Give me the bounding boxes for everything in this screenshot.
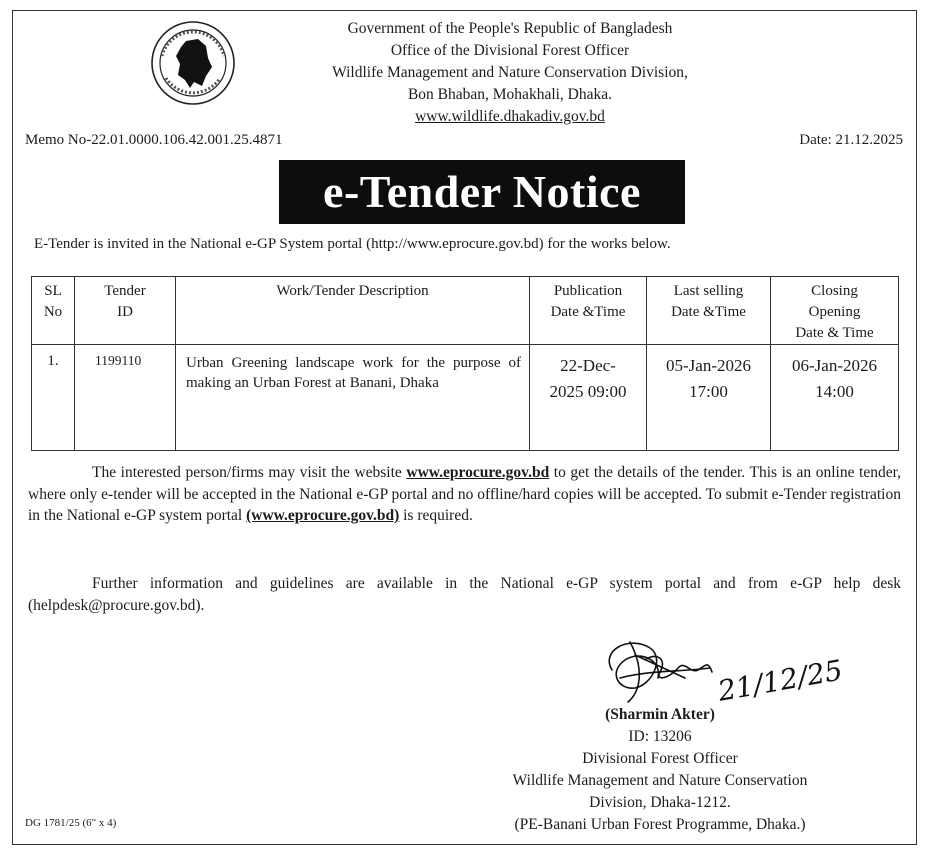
footer-code: DG 1781/25 (6" x 4): [25, 817, 117, 829]
signatory-designation: Divisional Forest Officer: [582, 750, 738, 767]
header-close-line1: Closing: [811, 283, 858, 299]
signatory-block: [470, 704, 850, 836]
memo-number: Memo No-22.01.0000.106.42.001.25.4871: [25, 132, 283, 148]
header-pub-line2: Date &Time: [550, 304, 626, 320]
notice-date: Date: 21.12.2025: [799, 132, 903, 148]
table-header-row: [32, 277, 899, 345]
header-last-line2: Date &Time: [671, 304, 746, 320]
header-last-selling: [647, 277, 771, 345]
last-time: 17:00: [689, 382, 728, 401]
header-website-link[interactable]: www.wildlife.dhakadiv.gov.bd: [415, 108, 605, 125]
signatory-name: (Sharmin Akter): [605, 706, 715, 723]
header-close-line2: Opening: [808, 304, 861, 320]
header-pub-line1: Publication: [553, 283, 623, 299]
cell-description: Urban Greening landscape work for the purpose of making an Urban Forest at Banani, Dhaka: [176, 345, 530, 451]
header-sl-line1: SL: [44, 283, 62, 299]
cell-publication: [530, 345, 647, 451]
guidelines-paragraph: [28, 573, 901, 616]
para2-text: Further information and guidelines are available in the National e-GP system portal and from e-GP help desk (helpdesk@procure.gov.bd).: [28, 575, 901, 614]
eprocure-link[interactable]: www.eprocure.gov.bd: [406, 464, 550, 481]
cell-closing: [771, 345, 899, 451]
pub-date: 22-Dec-: [560, 356, 616, 375]
cell-last-selling: [647, 345, 771, 451]
header-sl-no: [32, 277, 75, 345]
pub-time: 2025 09:00: [549, 382, 627, 401]
header-office: Office of the Divisional Forest Officer: [390, 42, 630, 59]
signatory-programme: (PE-Banani Urban Forest Programme, Dhaka.): [514, 816, 806, 833]
header-id-line2: ID: [117, 304, 133, 320]
header-government: Government of the People's Republic of Bangladesh: [347, 20, 673, 37]
header-address: Bon Bhaban, Mohakhali, Dhaka.: [407, 86, 613, 103]
signatory-office-1: Wildlife Management and Nature Conservation: [512, 772, 808, 789]
last-date: 05-Jan-2026: [666, 356, 751, 375]
close-date: 06-Jan-2026: [792, 356, 877, 375]
header-close-line3: Date & Time: [795, 325, 874, 341]
header-sl-line2: No: [43, 304, 63, 320]
eprocure-link-2[interactable]: (www.eprocure.gov.bd): [246, 507, 400, 524]
header-publication: [530, 277, 647, 345]
intro-text: E-Tender is invited in the National e-GP System portal (http://www.eprocure.gov.bd) for the works below.: [34, 236, 671, 252]
header-tender-id: [75, 277, 176, 345]
header-last-line1: Last selling: [673, 283, 744, 299]
page-title: e-Tender Notice: [279, 160, 685, 224]
details-paragraph: [28, 462, 901, 527]
signature-image: [590, 630, 890, 715]
government-seal-icon: [150, 20, 236, 106]
signature-date: 21/12/25: [715, 653, 846, 708]
cell-sl: 1.: [32, 345, 75, 451]
header-description: Work/Tender Description: [176, 277, 530, 345]
header-id-line1: Tender: [104, 283, 146, 299]
close-time: 14:00: [815, 382, 854, 401]
para1-text-c: is required.: [399, 507, 473, 524]
signatory-office-2: Division, Dhaka-1212.: [589, 794, 731, 811]
header-division: Wildlife Management and Nature Conservation Division,: [332, 64, 688, 81]
header-closing: [771, 277, 899, 345]
tender-table: [31, 276, 899, 451]
letterhead: [280, 18, 740, 128]
para1-text-a: The interested person/firms may visit the website: [92, 464, 407, 481]
table-row: [32, 345, 899, 451]
para1-text-b: to get the details of the tender. This is an online tender, where only e-tender will be accepted in the National e-GP portal and no offline/hard copies will be accepted. To submit e-Tender registration in the National e-GP system portal: [28, 464, 902, 524]
cell-tender-id: 1199110: [75, 345, 176, 451]
signatory-id: ID: 13206: [628, 728, 692, 745]
